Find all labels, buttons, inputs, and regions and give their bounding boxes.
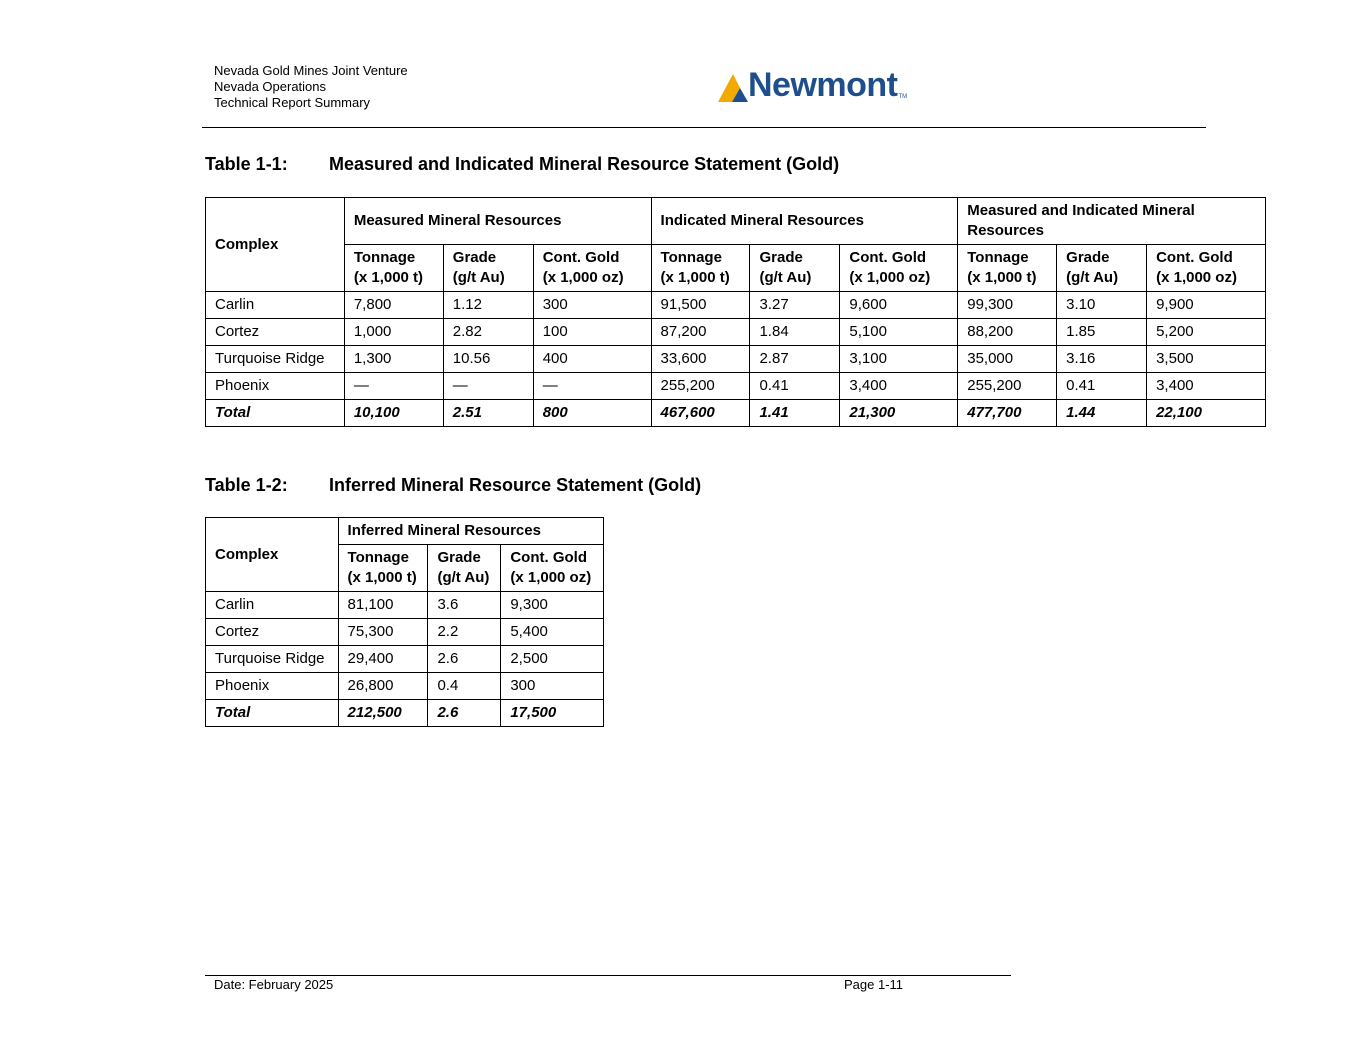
row-label-cell: Turquoise Ridge [206,346,345,373]
table1-column-header [958,245,1057,292]
value-cell: 33,600 [651,346,750,373]
value-cell: 3.27 [750,292,840,319]
logo-trademark: TM [898,94,908,100]
value-cell: 9,600 [840,292,958,319]
table1-group-header: Measured and Indicated Mineral Resources [958,198,1266,245]
value-cell: 1.12 [443,292,533,319]
table1-column-header [840,245,958,292]
header-line-2: Nevada Operations [214,79,327,94]
row-label-cell: Carlin [206,592,339,619]
report-header [214,63,408,111]
table1-column-header-line: Tonnage [660,249,722,266]
table2-column-header [428,545,501,592]
value-cell: 2.82 [443,319,533,346]
row-label-cell: Total [206,700,339,727]
value-cell: 1.44 [1057,400,1147,427]
value-cell: 21,300 [840,400,958,427]
table1-column-header-line: (x 1,000 t) [353,269,424,286]
value-cell: 3,400 [840,373,958,400]
value-cell: 91,500 [651,292,750,319]
footer-divider [205,975,1011,976]
table-row [206,373,1266,400]
table1-column-header-line: Cont. Gold [1156,249,1233,266]
table1-column-header [651,245,750,292]
table2-caption-title: Inferred Mineral Resource Statement (Gold) [329,475,702,495]
value-cell: 81,100 [338,592,428,619]
value-cell: 100 [533,319,651,346]
value-cell: 35,000 [958,346,1057,373]
table1-column-header-line: (g/t Au) [1066,269,1119,286]
value-cell: 2.51 [443,400,533,427]
value-cell: 1.85 [1057,319,1147,346]
table-row [206,619,604,646]
value-cell: 1.84 [750,319,840,346]
header-line-3: Technical Report Summary [214,95,371,110]
table1-complex-header: Complex [206,198,345,292]
table1-caption [205,154,839,175]
table1-total-row [206,400,1266,427]
value-cell: 255,200 [651,373,750,400]
newmont-logo [718,68,907,102]
row-label-cell: Turquoise Ridge [206,646,339,673]
value-cell: 2.2 [428,619,501,646]
table1-column-header [750,245,840,292]
table1-column-header-line: Cont. Gold [542,249,620,266]
table1-group-header: Measured Mineral Resources [344,198,651,245]
table1-measured-indicated [205,197,1266,427]
table-row [206,346,1266,373]
table2-group-header-row [206,518,604,545]
value-cell: 3,100 [840,346,958,373]
table2-inferred [205,517,604,727]
table2-column-header-line: Tonnage [347,549,409,566]
value-cell: — [443,373,533,400]
table1-column-header [1147,245,1266,292]
table2-caption-number: Table 1-2: [205,475,288,495]
value-cell: 3.16 [1057,346,1147,373]
table2-column-header-line: (x 1,000 t) [347,569,417,586]
table2-complex-header: Complex [206,518,339,592]
value-cell: 10.56 [443,346,533,373]
value-cell: 1,000 [344,319,443,346]
table1-column-header-line: Grade [452,249,497,266]
value-cell: 467,600 [651,400,750,427]
row-label-cell: Total [206,400,345,427]
value-cell: — [533,373,651,400]
value-cell: 255,200 [958,373,1057,400]
value-cell: 2.6 [428,646,501,673]
row-label-cell: Phoenix [206,373,345,400]
value-cell: 99,300 [958,292,1057,319]
table1-group-header-row [206,198,1266,245]
table-row [206,292,1266,319]
value-cell: 3.6 [428,592,501,619]
table1-column-header-line: Grade [1066,249,1110,266]
header-line-1: Nevada Gold Mines Joint Venture [214,63,408,78]
table1-group-header: Indicated Mineral Resources [651,198,958,245]
value-cell: 800 [533,400,651,427]
table2-column-header-line: (x 1,000 oz) [510,569,592,586]
table1-column-header-line: (x 1,000 oz) [1156,269,1237,286]
value-cell: 87,200 [651,319,750,346]
value-cell: 5,200 [1147,319,1266,346]
table-row [206,646,604,673]
logo-wordmark: Newmont [748,66,898,104]
value-cell: 300 [533,292,651,319]
table2-column-header-line: (g/t Au) [437,569,490,586]
table1-column-header [533,245,651,292]
table1-caption-number: Table 1-1: [205,154,288,174]
table2-column-header-line: Cont. Gold [510,549,587,566]
value-cell: 212,500 [338,700,428,727]
footer-page-number: Page 1-11 [844,977,904,992]
table1-sub-header-row [206,245,1266,292]
value-cell: 0.41 [1057,373,1147,400]
table2-column-header [338,545,428,592]
value-cell: 5,400 [501,619,604,646]
logo-mountain-icon [718,72,748,102]
value-cell: 5,100 [840,319,958,346]
table1-column-header-line: (x 1,000 oz) [849,269,931,286]
table2-column-header [501,545,604,592]
value-cell: 3.10 [1057,292,1147,319]
value-cell: 88,200 [958,319,1057,346]
value-cell: — [344,373,443,400]
value-cell: 10,100 [344,400,443,427]
table1-caption-title: Measured and Indicated Mineral Resource Statement (Gold) [329,154,840,174]
value-cell: 22,100 [1147,400,1266,427]
value-cell: 2.87 [750,346,840,373]
value-cell: 477,700 [958,400,1057,427]
value-cell: 3,500 [1147,346,1266,373]
value-cell: 1,300 [344,346,443,373]
value-cell: 2,500 [501,646,604,673]
table1-column-header-line: Tonnage [967,249,1029,266]
value-cell: 300 [501,673,604,700]
table2-caption [205,475,701,496]
value-cell: 0.41 [750,373,840,400]
table1-column-header-line: Grade [759,249,803,266]
row-label-cell: Phoenix [206,673,339,700]
table1-column-header-line: Cont. Gold [849,249,927,266]
table-row [206,673,604,700]
value-cell: 75,300 [338,619,428,646]
table1-column-header-line: (x 1,000 t) [967,269,1037,286]
value-cell: 26,800 [338,673,428,700]
table1-column-header [344,245,443,292]
table2-total-row [206,700,604,727]
row-label-cell: Carlin [206,292,345,319]
table1-column-header-line: (g/t Au) [452,269,505,286]
table1-column-header-line: Tonnage [353,249,416,266]
header-divider [202,127,1206,128]
value-cell: 2.6 [428,700,501,727]
footer-date: Date: February 2025 [214,977,334,992]
table-row [206,319,1266,346]
value-cell: 1.41 [750,400,840,427]
table1-column-header-line: (g/t Au) [759,269,812,286]
value-cell: 29,400 [338,646,428,673]
table-row [206,592,604,619]
value-cell: 7,800 [344,292,443,319]
table1-column-header-line: (x 1,000 oz) [542,269,624,286]
value-cell: 3,400 [1147,373,1266,400]
value-cell: 9,300 [501,592,604,619]
value-cell: 9,900 [1147,292,1266,319]
table1-column-header [1057,245,1147,292]
value-cell: 17,500 [501,700,604,727]
value-cell: 400 [533,346,651,373]
table1-column-header-line: (x 1,000 t) [660,269,730,286]
table2-column-header-line: Grade [437,549,481,566]
row-label-cell: Cortez [206,619,339,646]
value-cell: 0.4 [428,673,501,700]
table2-group-header: Inferred Mineral Resources [338,518,603,545]
table1-column-header [443,245,533,292]
row-label-cell: Cortez [206,319,345,346]
